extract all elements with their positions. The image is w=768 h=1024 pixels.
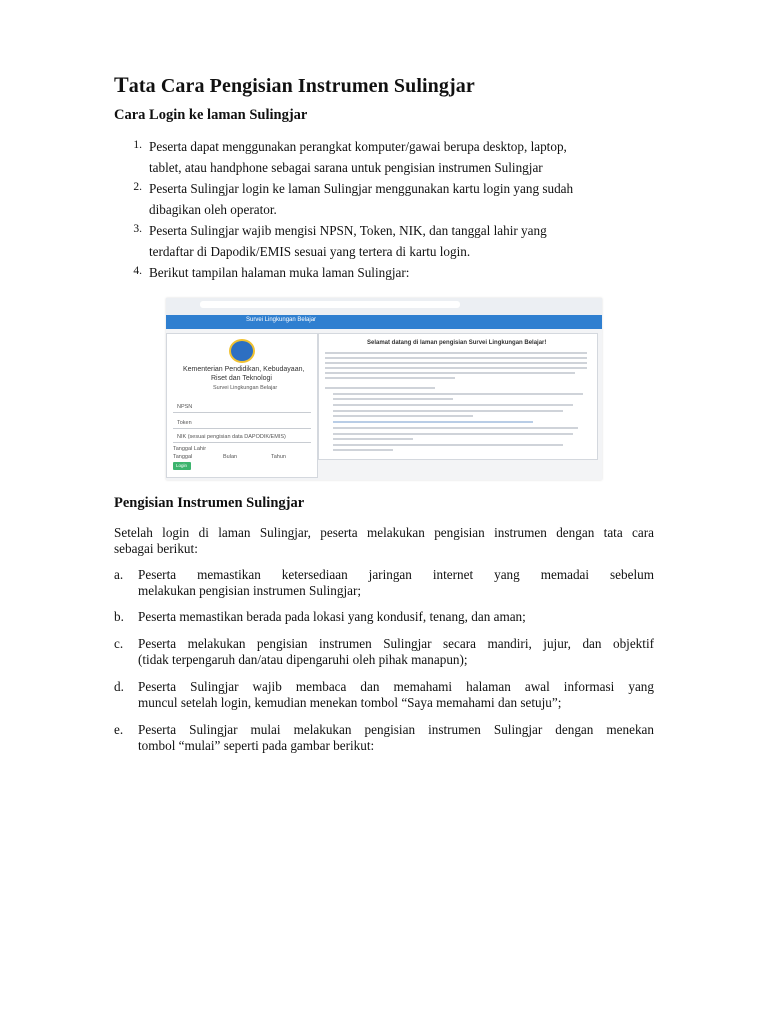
browser-chrome: [166, 298, 602, 316]
intro-paragraph: Setelah login di laman Sulingjar, peserta melakukan pengisian instrumen dengan tata cara sebagai berikut:: [114, 525, 654, 556]
page-title: Tata Cara Pengisian Instrumen Sulingjar: [114, 72, 475, 97]
app-header-bar: Survei Lingkungan Belajar: [166, 315, 602, 329]
section-heading-filling: Pengisian Instrumen Sulingjar: [114, 495, 305, 511]
list-number: 3.: [133, 223, 142, 235]
list-letter: e.: [114, 722, 124, 737]
list-item: Peserta melakukan pengisian instrumen Sulingjar secara mandiri, jujur, dan objektif (tidak terpengaruh dan/atau dipengaruhi oleh pihak manapun);: [138, 636, 654, 667]
login-page-screenshot: [166, 298, 602, 480]
list-item: Peserta Sulingjar login ke laman Sulingjar menggunakan kartu login yang sudah dibagikan oleh operator.: [149, 181, 574, 217]
list-letter: c.: [114, 636, 124, 651]
list-item: Peserta Sulingjar wajib mengisi NPSN, Token, NIK, dan tanggal lahir yang terdaftar di Dapodik/EMIS sesuai yang tertera di kartu login.: [149, 223, 547, 259]
list-number: 2.: [133, 181, 142, 193]
list-letter: a.: [114, 567, 124, 582]
list-letter: b.: [114, 609, 124, 624]
list-item: Peserta memastikan ketersediaan jaringan internet yang memadai sebelum melakukan pengisian instrumen Sulingjar;: [138, 567, 654, 598]
login-panel: Kementerian Pendidikan, Kebudayaan, Riset dan Teknologi Survei Lingkungan Belajar NPSN Token NIK (sesuai pengisian data DAPODIK/EMIS) Tanggal Lahir Tanggal Bulan Tahun Login: [166, 333, 318, 478]
list-number: 1.: [133, 139, 142, 151]
list-item: Peserta memastikan berada pada lokasi yang kondusif, tenang, dan aman;: [138, 609, 526, 624]
list-number: 4.: [133, 265, 142, 277]
list-item: Peserta Sulingjar mulai melakukan pengisian instrumen Sulingjar dengan menekan tombol “mulai” seperti pada gambar berikut:: [138, 722, 654, 753]
ministry-logo-icon: [229, 339, 255, 363]
list-item: Berikut tampilan halaman muka laman Sulingjar:: [149, 265, 410, 280]
section-heading-login: Cara Login ke laman Sulingjar: [114, 107, 308, 123]
list-item: Peserta dapat menggunakan perangkat komputer/gawai berupa desktop, laptop, tablet, atau handphone sebagai sarana untuk pengisian instrumen Sulingjar: [149, 139, 567, 175]
list-item: Peserta Sulingjar wajib membaca dan memahami halaman awal informasi yang muncul setelah login, kemudian menekan tombol “Saya memahami dan setuju”;: [138, 679, 654, 710]
info-panel: Selamat datang di laman pengisian Survei Lingkungan Belajar!: [318, 333, 598, 460]
list-letter: d.: [114, 679, 124, 694]
